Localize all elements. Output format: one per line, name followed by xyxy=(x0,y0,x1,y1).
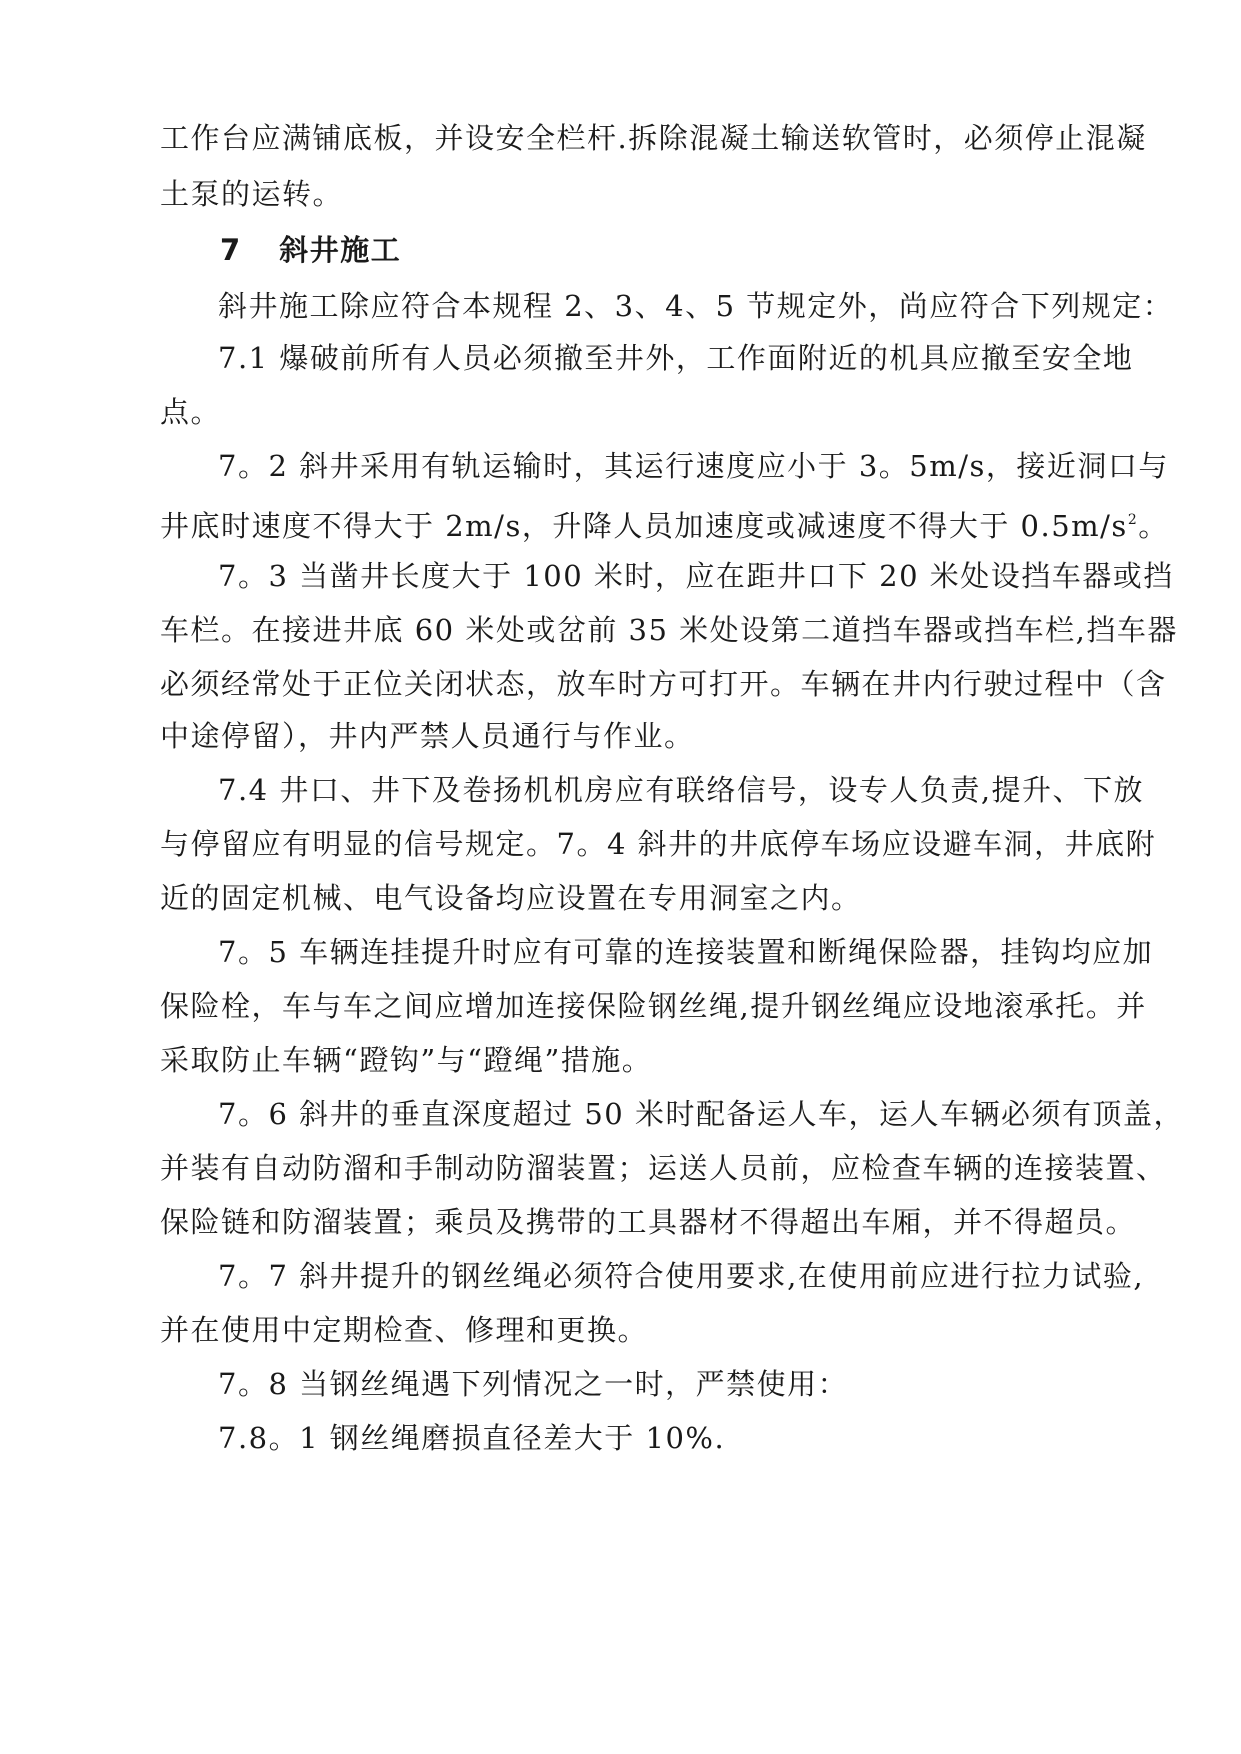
text-line: 土泵的运转。 xyxy=(160,177,344,211)
text-line: 7。5 车辆连挂提升时应有可靠的连接装置和断绳保险器，挂钩均应加 xyxy=(218,935,1154,969)
text-line: 保险栓，车与车之间应增加连接保险钢丝绳,提升钢丝绳应设地滚承托。并 xyxy=(160,989,1147,1023)
text-line: 并在使用中定期检查、修理和更换。 xyxy=(160,1313,649,1347)
section-title: 斜井施工 xyxy=(279,233,402,267)
text-line: 车栏。在接进井底 60 米处或岔前 35 米处设第二道挡车器或挡车栏,挡车器 xyxy=(160,613,1178,647)
text-line: 与停留应有明显的信号规定。7。4 斜井的井底停车场应设避车洞，井底附 xyxy=(160,827,1157,861)
text-run: 。 xyxy=(1138,509,1169,543)
text-line: 7。6 斜井的垂直深度超过 50 米时配备运人车，运人车辆必须有顶盖， xyxy=(218,1097,1184,1131)
text-line: 必须经常处于正位关闭状态，放车时方可打开。车辆在井内行驶过程中（含 xyxy=(160,667,1167,701)
text-line: 7.4 井口、井下及卷扬机机房应有联络信号，设专人负责,提升、下放 xyxy=(218,773,1145,807)
text-line: 保险链和防溜装置；乘员及携带的工具器材不得超出车厢，并不得超员。 xyxy=(160,1205,1137,1239)
text-line: 7。7 斜井提升的钢丝绳必须符合使用要求,在使用前应进行拉力试验, xyxy=(218,1259,1145,1293)
text-line: 7.8。1 钢丝绳磨损直径差大于 10%. xyxy=(218,1421,726,1455)
text-line: 7。2 斜井采用有轨运输时，其运行速度应小于 3。5m/s，接近洞口与 xyxy=(218,449,1169,483)
text-line: 7.1 爆破前所有人员必须撤至井外，工作面附近的机具应撤至安全地 xyxy=(218,341,1134,375)
text-line: 中途停留），井内严禁人员通行与作业。 xyxy=(160,719,695,753)
text-line: 采取防止车辆“蹬钩”与“蹬绳”措施。 xyxy=(160,1043,653,1077)
text-line: 并装有自动防溜和手制动防溜装置；运送人员前，应检查车辆的连接装置、 xyxy=(160,1151,1167,1185)
text-line-with-superscript xyxy=(160,500,1169,546)
text-line: 近的固定机械、电气设备均应设置在专用洞室之内。 xyxy=(160,881,862,915)
text-line: 7。3 当凿井长度大于 100 米时，应在距井口下 20 米处设挡车器或挡 xyxy=(218,559,1174,593)
superscript: 2 xyxy=(1127,512,1139,528)
text-line: 工作台应满铺底板，并设安全栏杆.拆除混凝土输送软管时，必须停止混凝 xyxy=(160,121,1147,155)
text-run: 井底时速度不得大于 2m/s，升降人员加速度或减速度不得大于 0.5m/s xyxy=(160,509,1128,543)
text-line: 斜井施工除应符合本规程 2、3、4、5 节规定外，尚应符合下列规定： xyxy=(218,289,1174,323)
text-line: 点。 xyxy=(160,395,222,429)
section-number: 7 xyxy=(220,233,242,267)
section-heading xyxy=(220,230,401,270)
text-line: 7。8 当钢丝绳遇下列情况之一时，严禁使用： xyxy=(218,1367,849,1401)
